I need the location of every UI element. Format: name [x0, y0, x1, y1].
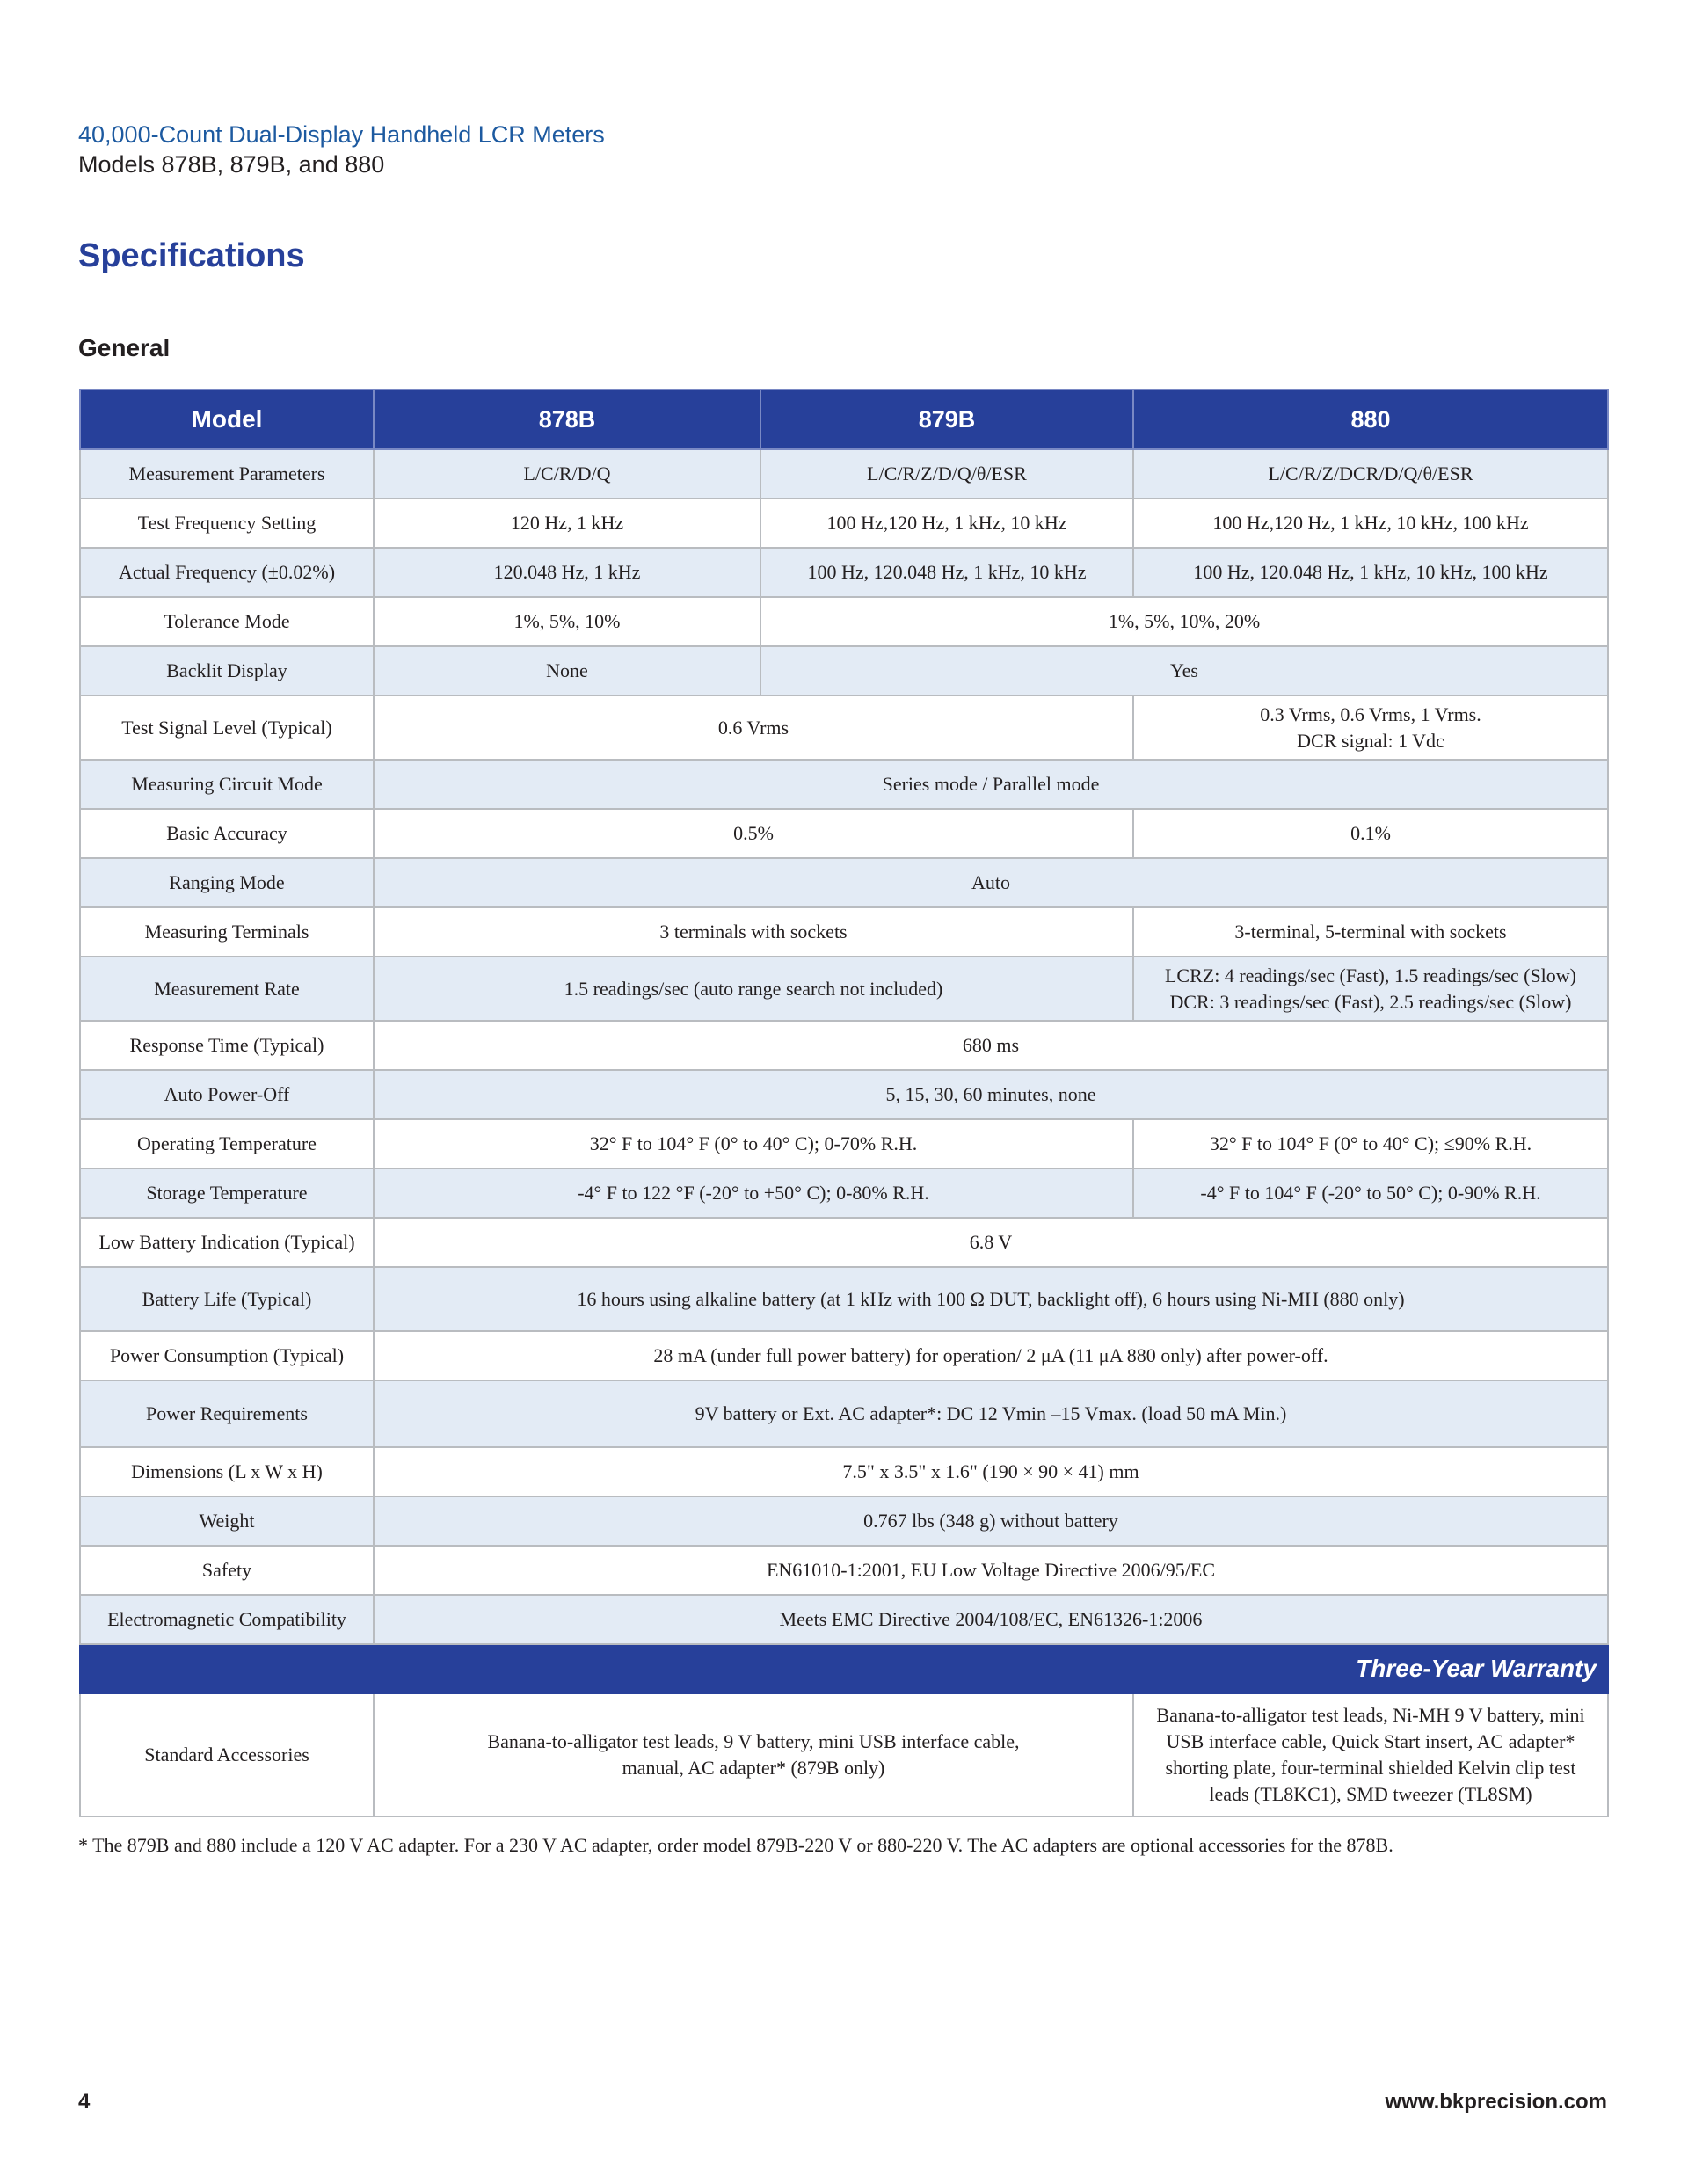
- table-row: [80, 1070, 1608, 1119]
- table-row: [80, 695, 1608, 760]
- cell-line: DCR signal: 1 Vdc: [1297, 729, 1444, 752]
- table-row: [80, 646, 1608, 695]
- table-row: [80, 809, 1608, 858]
- row-label: Test Signal Level (Typical): [80, 695, 374, 760]
- cell-value: L/C/R/Z/DCR/D/Q/θ/ESR: [1133, 449, 1608, 499]
- cell-value: 0.767 lbs (348 g) without battery: [374, 1496, 1608, 1546]
- table-row: [80, 858, 1608, 907]
- cell-line: shorting plate, four-terminal shielded Kelvin clip test: [1165, 1757, 1576, 1779]
- cell-value: 32° F to 104° F (0° to 40° C); ≤90% R.H.: [1133, 1119, 1608, 1168]
- cell-value: Series mode / Parallel mode: [374, 760, 1608, 809]
- row-label: Test Frequency Setting: [80, 499, 374, 548]
- cell-value: L/C/R/D/Q: [374, 449, 760, 499]
- cell-value: 32° F to 104° F (0° to 40° C); 0-70% R.H.: [374, 1119, 1133, 1168]
- cell-value: 3 terminals with sockets: [374, 907, 1133, 957]
- cell-value: L/C/R/Z/D/Q/θ/ESR: [760, 449, 1133, 499]
- row-label: Weight: [80, 1496, 374, 1546]
- cell-value: Yes: [760, 646, 1608, 695]
- row-label: Tolerance Mode: [80, 597, 374, 646]
- website-link[interactable]: www.bkprecision.com: [1385, 2090, 1607, 2114]
- row-label: Auto Power-Off: [80, 1070, 374, 1119]
- cell-value: -4° F to 104° F (-20° to 50° C); 0-90% R.H.: [1133, 1168, 1608, 1218]
- column-header-878b: 878B: [374, 389, 760, 449]
- column-header-model: Model: [80, 389, 374, 449]
- cell-value: Auto: [374, 858, 1608, 907]
- table-row: [80, 1119, 1608, 1168]
- cell-line: USB interface cable, Quick Start insert, AC adapter*: [1166, 1730, 1575, 1752]
- cell-value: 120.048 Hz, 1 kHz: [374, 548, 760, 597]
- row-label: Storage Temperature: [80, 1168, 374, 1218]
- table-row: [80, 760, 1608, 809]
- cell-value: None: [374, 646, 760, 695]
- row-label: Measurement Rate: [80, 957, 374, 1021]
- table-row: [80, 1168, 1608, 1218]
- table-row: [80, 499, 1608, 548]
- row-label: Measuring Circuit Mode: [80, 760, 374, 809]
- table-row: [80, 907, 1608, 957]
- warranty-banner: Three-Year Warranty: [80, 1644, 1608, 1693]
- cell-line: manual, AC adapter* (879B only): [622, 1757, 885, 1779]
- cell-value: [374, 1693, 1133, 1816]
- row-label: Ranging Mode: [80, 858, 374, 907]
- table-row: [80, 1021, 1608, 1070]
- row-label: Power Requirements: [80, 1380, 374, 1447]
- section-heading: General: [78, 334, 171, 361]
- cell-value: 3-terminal, 5-terminal with sockets: [1133, 907, 1608, 957]
- row-label: Actual Frequency (±0.02%): [80, 548, 374, 597]
- cell-value: [1133, 957, 1608, 1021]
- table-row: [80, 1693, 1608, 1816]
- cell-value: 680 ms: [374, 1021, 1608, 1070]
- cell-value: 100 Hz,120 Hz, 1 kHz, 10 kHz: [760, 499, 1133, 548]
- cell-value: 1.5 readings/sec (auto range search not included): [374, 957, 1133, 1021]
- cell-value: 0.5%: [374, 809, 1133, 858]
- footnote: * The 879B and 880 include a 120 V AC adapter. For a 230 V AC adapter, order model 879B-220 V or 880-220 V. The AC adapters are optional accessories for the 878B.: [78, 1834, 1393, 1856]
- table-row: [80, 597, 1608, 646]
- column-header-880: 880: [1133, 389, 1608, 449]
- specifications-table: [79, 389, 1609, 1817]
- cell-value: 7.5" x 3.5" x 1.6" (190 × 90 × 41) mm: [374, 1447, 1608, 1496]
- column-header-879b: 879B: [760, 389, 1133, 449]
- cell-value: 1%, 5%, 10%, 20%: [760, 597, 1608, 646]
- document-models-subtitle: Models 878B, 879B, and 880: [78, 151, 385, 178]
- cell-value: 120 Hz, 1 kHz: [374, 499, 760, 548]
- row-label: Measurement Parameters: [80, 449, 374, 499]
- row-label: Backlit Display: [80, 646, 374, 695]
- cell-value: 1%, 5%, 10%: [374, 597, 760, 646]
- table-row: [80, 1496, 1608, 1546]
- row-label: Measuring Terminals: [80, 907, 374, 957]
- table-row: [80, 1380, 1608, 1447]
- row-label: Low Battery Indication (Typical): [80, 1218, 374, 1267]
- cell-value: -4° F to 122 °F (-20° to +50° C); 0-80% R.H.: [374, 1168, 1133, 1218]
- table-row: [80, 1267, 1608, 1331]
- cell-value: [1133, 1693, 1608, 1816]
- row-label: Response Time (Typical): [80, 1021, 374, 1070]
- row-label: Power Consumption (Typical): [80, 1331, 374, 1380]
- cell-line: Banana-to-alligator test leads, 9 V battery, mini USB interface cable,: [487, 1730, 1020, 1752]
- page-number: 4: [78, 2090, 91, 2114]
- row-label: Safety: [80, 1546, 374, 1595]
- table-row: [80, 1218, 1608, 1267]
- page-title: Specifications: [78, 237, 305, 274]
- cell-value: 100 Hz,120 Hz, 1 kHz, 10 kHz, 100 kHz: [1133, 499, 1608, 548]
- table-row: [80, 548, 1608, 597]
- table-row: [80, 1546, 1608, 1595]
- cell-line: leads (TL8KC1), SMD tweezer (TL8SM): [1209, 1783, 1532, 1805]
- row-label: Dimensions (L x W x H): [80, 1447, 374, 1496]
- cell-line: 0.3 Vrms, 0.6 Vrms, 1 Vrms.: [1260, 703, 1481, 725]
- cell-value: EN61010-1:2001, EU Low Voltage Directive 2006/95/EC: [374, 1546, 1608, 1595]
- cell-value: 9V battery or Ext. AC adapter*: DC 12 Vmin –15 Vmax. (load 50 mA Min.): [374, 1380, 1608, 1447]
- cell-value: 6.8 V: [374, 1218, 1608, 1267]
- warranty-banner-row: [80, 1644, 1608, 1693]
- document-series-title: 40,000-Count Dual-Display Handheld LCR Meters: [78, 121, 605, 148]
- cell-value: 100 Hz, 120.048 Hz, 1 kHz, 10 kHz, 100 kHz: [1133, 548, 1608, 597]
- cell-value: 28 mA (under full power battery) for operation/ 2 μA (11 μA 880 only) after power-off.: [374, 1331, 1608, 1380]
- cell-value: 0.1%: [1133, 809, 1608, 858]
- row-label: Operating Temperature: [80, 1119, 374, 1168]
- cell-value: Meets EMC Directive 2004/108/EC, EN61326-1:2006: [374, 1595, 1608, 1644]
- table-row: [80, 449, 1608, 499]
- cell-line: LCRZ: 4 readings/sec (Fast), 1.5 readings/sec (Slow): [1164, 964, 1576, 986]
- cell-line: DCR: 3 readings/sec (Fast), 2.5 readings/sec (Slow): [1169, 990, 1572, 1013]
- cell-value: 0.6 Vrms: [374, 695, 1133, 760]
- table-row: [80, 1447, 1608, 1496]
- row-label: Basic Accuracy: [80, 809, 374, 858]
- cell-value: 100 Hz, 120.048 Hz, 1 kHz, 10 kHz: [760, 548, 1133, 597]
- row-label: Standard Accessories: [80, 1693, 374, 1816]
- table-header-row: [80, 389, 1608, 449]
- row-label: Electromagnetic Compatibility: [80, 1595, 374, 1644]
- row-label: Battery Life (Typical): [80, 1267, 374, 1331]
- table-row: [80, 1595, 1608, 1644]
- cell-value: 5, 15, 30, 60 minutes, none: [374, 1070, 1608, 1119]
- table-row: [80, 957, 1608, 1021]
- cell-value: 16 hours using alkaline battery (at 1 kHz with 100 Ω DUT, backlight off), 6 hours using Ni-MH (880 only): [374, 1267, 1608, 1331]
- cell-line: Banana-to-alligator test leads, Ni-MH 9 V battery, mini: [1156, 1704, 1585, 1726]
- table-row: [80, 1331, 1608, 1380]
- cell-value: [1133, 695, 1608, 760]
